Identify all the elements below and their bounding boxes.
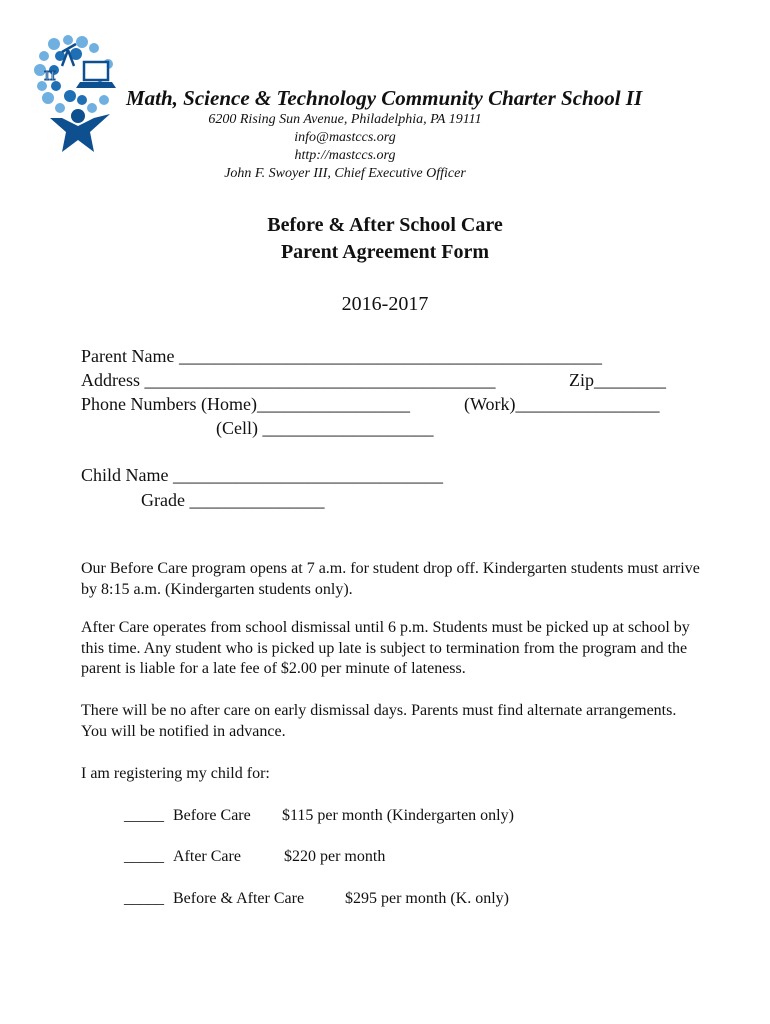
phone-work-field[interactable]: (Work)________________ — [464, 394, 660, 414]
phone-home-field[interactable]: Phone Numbers (Home)_________________ — [81, 394, 410, 414]
phone-cell-field[interactable]: (Cell) ___________________ — [216, 418, 434, 438]
after-care-paragraph: After Care operates from school dismissal until 6 p.m. Students must be picked up at school by this time. Any student who is picked up late is subject to termination from the program and the parent is liable for a late fee of $2.00 per minute of lateness. — [81, 619, 690, 677]
option-label: Before & After Care — [173, 890, 305, 907]
registering-intro: I am registering my child for: — [81, 765, 270, 782]
option-price: $295 per month (K. only) — [345, 890, 509, 907]
option-price: $220 per month — [284, 848, 386, 865]
form-title-line2: Parent Agreement Form — [280, 241, 490, 263]
svg-text:π: π — [44, 64, 56, 85]
form-title — [0, 212, 770, 266]
school-contact — [190, 111, 500, 183]
address-field[interactable]: Address _______________________________________ — [81, 370, 496, 390]
school-email: info@mastccs.org — [294, 130, 396, 145]
school-ceo: John F. Swoyer III, Chief Executive Officer — [224, 166, 466, 181]
school-logo-icon — [32, 34, 122, 156]
zip-field[interactable]: Zip________ — [569, 370, 666, 390]
before-care-paragraph: Our Before Care program opens at 7 a.m. for student drop off. Kindergarten students must arrive by 8:15 a.m. (Kindergarten students only). — [81, 560, 700, 598]
school-year: 2016-2017 — [341, 293, 429, 315]
option-label: After Care — [173, 848, 241, 865]
parent-name-field[interactable]: Parent Name _______________________________________________ — [81, 346, 602, 366]
option-blank[interactable]: _____ — [124, 890, 164, 907]
grade-field[interactable]: Grade _______________ — [141, 490, 325, 510]
school-name: Math, Science & Technology Community Charter School II — [126, 86, 643, 110]
option-blank[interactable]: _____ — [124, 848, 164, 865]
school-address: 6200 Rising Sun Avenue, Philadelphia, PA 19111 — [208, 112, 482, 127]
child-name-field[interactable]: Child Name ______________________________ — [81, 465, 443, 485]
option-blank[interactable]: _____ — [124, 807, 164, 824]
form-title-line1: Before & After School Care — [267, 214, 503, 236]
option-price: $115 per month (Kindergarten only) — [282, 807, 514, 824]
option-label: Before Care — [173, 807, 251, 824]
early-dismissal-paragraph: There will be no after care on early dismissal days. Parents must find alternate arrangements. You will be notified in advance. — [81, 702, 677, 740]
school-website: http://mastccs.org — [294, 148, 396, 163]
